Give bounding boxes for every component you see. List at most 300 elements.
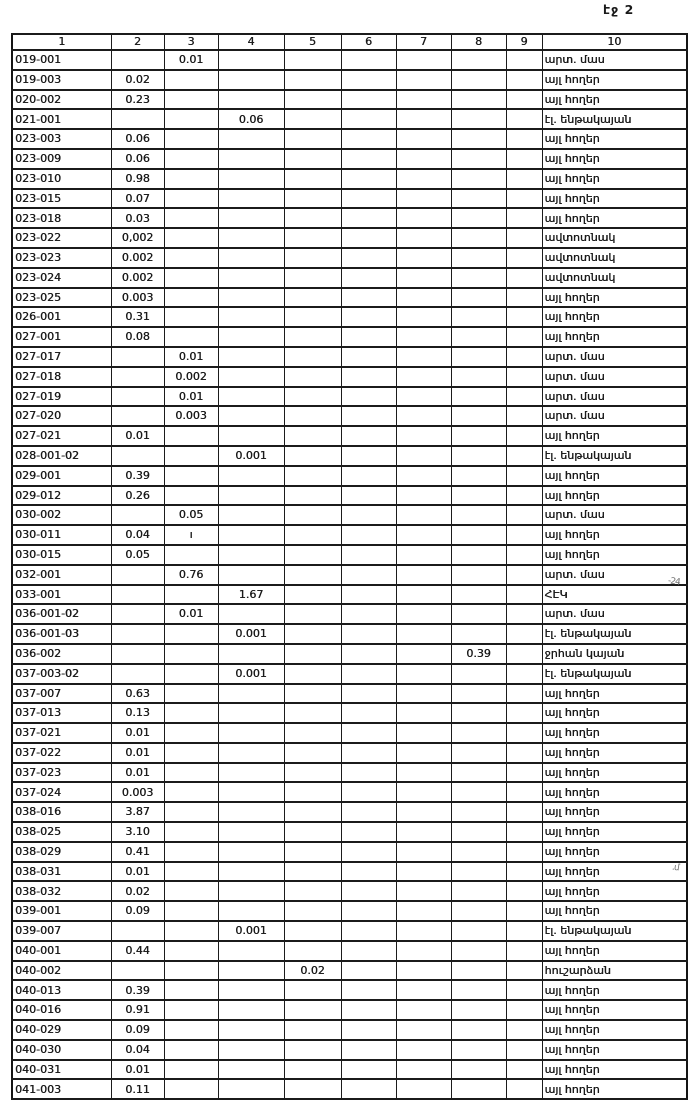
land-type-cell: այլ հողեր <box>542 149 687 169</box>
table-row <box>12 941 687 961</box>
value-cell: 0.09 <box>111 901 164 921</box>
land-type-cell: այլ հողեր <box>542 90 687 110</box>
value-cell <box>341 604 396 624</box>
value-cell <box>396 684 451 704</box>
value-cell <box>218 604 284 624</box>
value-cell <box>341 248 396 268</box>
table-row <box>12 288 687 308</box>
value-cell <box>396 545 451 565</box>
value-cell <box>506 505 542 525</box>
value-cell <box>164 288 218 308</box>
value-cell: 0.01 <box>111 743 164 763</box>
value-cell <box>164 466 218 486</box>
value-cell <box>451 545 506 565</box>
value-cell <box>164 644 218 664</box>
parcel-code-cell: 027-017 <box>12 347 111 367</box>
value-cell <box>506 208 542 228</box>
value-cell <box>341 189 396 209</box>
value-cell <box>451 486 506 506</box>
value-cell <box>506 802 542 822</box>
value-cell <box>164 585 218 605</box>
value-cell: 0.01 <box>164 387 218 407</box>
parcel-code-cell: 033-001 <box>12 585 111 605</box>
value-cell <box>506 406 542 426</box>
value-cell <box>164 208 218 228</box>
value-cell <box>218 486 284 506</box>
parcel-code-cell: 039-007 <box>12 921 111 941</box>
value-cell <box>164 486 218 506</box>
value-cell: 0.44 <box>111 941 164 961</box>
value-cell <box>451 446 506 466</box>
parcel-code-cell: 038-016 <box>12 802 111 822</box>
value-cell <box>396 822 451 842</box>
value-cell <box>164 268 218 288</box>
value-cell <box>218 822 284 842</box>
land-type-cell: այլ հողեր <box>542 208 687 228</box>
value-cell <box>284 743 341 763</box>
value-cell <box>451 129 506 149</box>
value-cell <box>341 822 396 842</box>
value-cell <box>396 980 451 1000</box>
table-row <box>12 169 687 189</box>
value-cell <box>164 802 218 822</box>
table-row <box>12 763 687 783</box>
value-cell <box>451 961 506 981</box>
value-cell: 0.01 <box>111 723 164 743</box>
value-cell <box>451 743 506 763</box>
value-cell <box>284 129 341 149</box>
value-cell <box>218 941 284 961</box>
value-cell <box>218 50 284 70</box>
value-cell <box>451 307 506 327</box>
table-row <box>12 842 687 862</box>
value-cell <box>164 149 218 169</box>
value-cell <box>451 466 506 486</box>
land-type-cell: արտ. մաս <box>542 565 687 585</box>
value-cell <box>396 525 451 545</box>
value-cell <box>396 90 451 110</box>
value-cell <box>111 565 164 585</box>
value-cell: 0.05 <box>111 545 164 565</box>
value-cell <box>396 70 451 90</box>
value-cell <box>396 921 451 941</box>
value-cell <box>164 70 218 90</box>
value-cell <box>218 268 284 288</box>
table-row <box>12 565 687 585</box>
value-cell <box>451 248 506 268</box>
value-cell: 0.76 <box>164 565 218 585</box>
parcel-code-cell: 026-001 <box>12 307 111 327</box>
value-cell <box>396 782 451 802</box>
table-row <box>12 406 687 426</box>
value-cell <box>396 624 451 644</box>
table-row <box>12 347 687 367</box>
value-cell <box>284 208 341 228</box>
value-cell: 0.04 <box>111 1040 164 1060</box>
value-cell: 0.003 <box>111 288 164 308</box>
table-row <box>12 743 687 763</box>
value-cell <box>341 446 396 466</box>
value-cell <box>396 743 451 763</box>
value-cell <box>341 327 396 347</box>
table-row <box>12 248 687 268</box>
table-row <box>12 802 687 822</box>
table-row <box>12 703 687 723</box>
value-cell: 0.11 <box>111 1079 164 1099</box>
column-header: 7 <box>396 34 451 50</box>
value-cell <box>284 525 341 545</box>
value-cell <box>396 723 451 743</box>
value-cell <box>341 307 396 327</box>
value-cell <box>396 189 451 209</box>
table-body <box>12 50 687 1099</box>
land-type-cell: արտ. մաս <box>542 50 687 70</box>
value-cell <box>451 70 506 90</box>
value-cell <box>164 1020 218 1040</box>
parcel-code-cell: 036-001-02 <box>12 604 111 624</box>
value-cell <box>506 248 542 268</box>
value-cell: 0.05 <box>164 505 218 525</box>
table-row <box>12 545 687 565</box>
value-cell <box>164 1000 218 1020</box>
value-cell <box>218 466 284 486</box>
parcel-code-cell: 027-020 <box>12 406 111 426</box>
value-cell: 0.06 <box>218 109 284 129</box>
land-type-cell: այլ հողեր <box>542 486 687 506</box>
value-cell <box>284 941 341 961</box>
value-cell <box>218 406 284 426</box>
value-cell <box>284 486 341 506</box>
margin-stray-mark-1: -24 <box>667 576 681 588</box>
value-cell: 0.98 <box>111 169 164 189</box>
value-cell <box>451 723 506 743</box>
value-cell <box>451 585 506 605</box>
land-type-cell: այլ հողեր <box>542 1060 687 1080</box>
value-cell <box>506 347 542 367</box>
value-cell <box>284 50 341 70</box>
value-cell: 0.39 <box>111 466 164 486</box>
land-type-cell: ավտոտնակ <box>542 268 687 288</box>
land-type-cell: այլ հողեր <box>542 703 687 723</box>
parcel-code-cell: 037-023 <box>12 763 111 783</box>
column-header: 1 <box>12 34 111 50</box>
value-cell: 3.10 <box>111 822 164 842</box>
column-header: 9 <box>506 34 542 50</box>
value-cell <box>396 842 451 862</box>
value-cell <box>506 1079 542 1099</box>
table-row <box>12 901 687 921</box>
land-type-cell: արտ. մաս <box>542 387 687 407</box>
value-cell <box>218 1020 284 1040</box>
value-cell <box>451 782 506 802</box>
column-header: 3 <box>164 34 218 50</box>
table-row <box>12 90 687 110</box>
land-type-cell: այլ հողեր <box>542 723 687 743</box>
value-cell <box>284 268 341 288</box>
value-cell <box>284 367 341 387</box>
value-cell: 0.39 <box>451 644 506 664</box>
value-cell <box>164 228 218 248</box>
value-cell <box>506 90 542 110</box>
value-cell <box>111 664 164 684</box>
value-cell <box>506 169 542 189</box>
parcel-code-cell: 038-029 <box>12 842 111 862</box>
value-cell <box>396 802 451 822</box>
value-cell <box>284 446 341 466</box>
parcel-code-cell: 023-003 <box>12 129 111 149</box>
value-cell <box>451 901 506 921</box>
land-type-cell: արտ. մաս <box>542 406 687 426</box>
parcel-code-cell: 027-001 <box>12 327 111 347</box>
value-cell <box>451 980 506 1000</box>
value-cell <box>506 288 542 308</box>
value-cell <box>396 109 451 129</box>
value-cell <box>396 466 451 486</box>
value-cell <box>218 723 284 743</box>
table-row <box>12 1040 687 1060</box>
value-cell <box>111 961 164 981</box>
parcel-code-cell: 038-032 <box>12 881 111 901</box>
value-cell <box>396 1060 451 1080</box>
value-cell <box>451 50 506 70</box>
value-cell <box>396 1020 451 1040</box>
parcel-code-cell: 030-011 <box>12 525 111 545</box>
value-cell <box>396 208 451 228</box>
value-cell <box>284 862 341 882</box>
value-cell <box>111 446 164 466</box>
value-cell <box>396 288 451 308</box>
value-cell: 0.003 <box>111 782 164 802</box>
parcel-code-cell: 023-023 <box>12 248 111 268</box>
value-cell <box>341 129 396 149</box>
parcel-code-cell: 023-025 <box>12 288 111 308</box>
value-cell <box>218 1040 284 1060</box>
value-cell <box>451 881 506 901</box>
land-type-cell: այլ հողեր <box>542 1020 687 1040</box>
value-cell <box>218 743 284 763</box>
column-header: 8 <box>451 34 506 50</box>
value-cell <box>218 980 284 1000</box>
value-cell <box>396 406 451 426</box>
value-cell <box>218 327 284 347</box>
value-cell <box>218 782 284 802</box>
value-cell <box>396 644 451 664</box>
table-row <box>12 446 687 466</box>
value-cell <box>284 189 341 209</box>
value-cell: 0.01 <box>111 862 164 882</box>
value-cell <box>164 703 218 723</box>
land-type-cell: այլ հողեր <box>542 802 687 822</box>
value-cell <box>396 129 451 149</box>
parcel-code-cell: 029-001 <box>12 466 111 486</box>
value-cell <box>164 881 218 901</box>
value-cell: 1.67 <box>218 585 284 605</box>
land-type-cell: հուշարձան <box>542 961 687 981</box>
value-cell: 0.02 <box>284 961 341 981</box>
value-cell <box>341 406 396 426</box>
value-cell <box>341 208 396 228</box>
value-cell: 0,002 <box>111 228 164 248</box>
value-cell <box>506 466 542 486</box>
value-cell: 0.63 <box>111 684 164 704</box>
value-cell <box>341 802 396 822</box>
value-cell <box>396 228 451 248</box>
value-cell <box>218 842 284 862</box>
value-cell <box>341 505 396 525</box>
value-cell <box>218 505 284 525</box>
value-cell <box>284 426 341 446</box>
value-cell: 0.04 <box>111 525 164 545</box>
value-cell <box>396 585 451 605</box>
value-cell <box>164 1079 218 1099</box>
value-cell <box>506 941 542 961</box>
value-cell: 0.41 <box>111 842 164 862</box>
value-cell <box>164 624 218 644</box>
value-cell <box>396 703 451 723</box>
parcel-code-cell: 029-012 <box>12 486 111 506</box>
value-cell <box>218 129 284 149</box>
land-type-cell: արտ. մաս <box>542 347 687 367</box>
value-cell <box>451 842 506 862</box>
value-cell <box>341 1060 396 1080</box>
value-cell <box>506 525 542 545</box>
parcel-code-cell: 019-001 <box>12 50 111 70</box>
parcel-code-cell: 038-031 <box>12 862 111 882</box>
table-row <box>12 624 687 644</box>
value-cell: 0.01 <box>164 50 218 70</box>
value-cell <box>506 664 542 684</box>
value-cell <box>396 1079 451 1099</box>
table-row <box>12 367 687 387</box>
value-cell <box>451 1000 506 1020</box>
table-row <box>12 426 687 446</box>
value-cell <box>396 486 451 506</box>
value-cell <box>341 664 396 684</box>
table-row <box>12 684 687 704</box>
table-row <box>12 505 687 525</box>
land-type-cell: այլ հողեր <box>542 842 687 862</box>
value-cell <box>396 862 451 882</box>
column-header: 5 <box>284 34 341 50</box>
value-cell <box>218 90 284 110</box>
value-cell <box>451 426 506 446</box>
value-cell <box>396 307 451 327</box>
value-cell: 0.01 <box>111 763 164 783</box>
value-cell: 0.001 <box>218 446 284 466</box>
parcel-code-cell: 021-001 <box>12 109 111 129</box>
value-cell <box>506 565 542 585</box>
value-cell <box>284 604 341 624</box>
value-cell: 0.002 <box>164 367 218 387</box>
table-row <box>12 486 687 506</box>
land-type-cell: այլ հողեր <box>542 881 687 901</box>
value-cell <box>111 585 164 605</box>
value-cell <box>451 327 506 347</box>
value-cell <box>341 743 396 763</box>
value-cell <box>341 387 396 407</box>
value-cell: 0.003 <box>164 406 218 426</box>
value-cell <box>451 1040 506 1060</box>
column-header: 6 <box>341 34 396 50</box>
value-cell: 0.001 <box>218 664 284 684</box>
value-cell <box>284 1000 341 1020</box>
value-cell <box>111 644 164 664</box>
value-cell <box>284 664 341 684</box>
value-cell <box>218 901 284 921</box>
value-cell <box>506 1060 542 1080</box>
value-cell <box>164 169 218 189</box>
value-cell <box>164 723 218 743</box>
value-cell <box>451 347 506 367</box>
value-cell <box>164 129 218 149</box>
parcel-code-cell: 036-001-03 <box>12 624 111 644</box>
value-cell <box>506 1040 542 1060</box>
value-cell <box>451 684 506 704</box>
value-cell: 0.001 <box>218 624 284 644</box>
table-row <box>12 228 687 248</box>
parcel-code-cell: 023-010 <box>12 169 111 189</box>
table-row <box>12 208 687 228</box>
value-cell <box>451 624 506 644</box>
table-row <box>12 129 687 149</box>
value-cell: ı <box>164 525 218 545</box>
value-cell <box>506 624 542 644</box>
value-cell: 0.26 <box>111 486 164 506</box>
land-type-cell: այլ հողեր <box>542 862 687 882</box>
value-cell <box>451 367 506 387</box>
value-cell <box>451 822 506 842</box>
value-cell <box>341 1040 396 1060</box>
land-type-cell: այլ հողեր <box>542 70 687 90</box>
value-cell <box>341 585 396 605</box>
value-cell <box>341 90 396 110</box>
value-cell <box>451 1079 506 1099</box>
land-type-cell: այլ հողեր <box>542 129 687 149</box>
value-cell <box>284 545 341 565</box>
land-type-cell: արտ. մաս <box>542 505 687 525</box>
table-row <box>12 921 687 941</box>
value-cell: 0.08 <box>111 327 164 347</box>
parcel-code-cell: 028-001-02 <box>12 446 111 466</box>
value-cell <box>451 387 506 407</box>
value-cell <box>341 842 396 862</box>
land-type-cell: այլ հողեր <box>542 1000 687 1020</box>
table-row <box>12 1060 687 1080</box>
value-cell <box>506 684 542 704</box>
value-cell <box>451 109 506 129</box>
value-cell <box>341 901 396 921</box>
value-cell <box>451 228 506 248</box>
value-cell <box>506 743 542 763</box>
land-type-cell: արտ. մաս <box>542 604 687 624</box>
value-cell <box>284 327 341 347</box>
parcel-code-cell: 023-018 <box>12 208 111 228</box>
parcel-code-cell: 027-021 <box>12 426 111 446</box>
value-cell <box>164 1040 218 1060</box>
table-row <box>12 327 687 347</box>
parcel-code-cell: 040-030 <box>12 1040 111 1060</box>
parcel-code-cell: 037-003-02 <box>12 664 111 684</box>
land-type-cell: այլ հողեր <box>542 743 687 763</box>
parcel-code-cell: 040-031 <box>12 1060 111 1080</box>
value-cell <box>164 109 218 129</box>
value-cell <box>164 961 218 981</box>
value-cell: 0.91 <box>111 1000 164 1020</box>
value-cell: 0.13 <box>111 703 164 723</box>
land-type-cell: այլ հողեր <box>542 169 687 189</box>
value-cell <box>506 545 542 565</box>
land-type-cell: այլ հողեր <box>542 307 687 327</box>
